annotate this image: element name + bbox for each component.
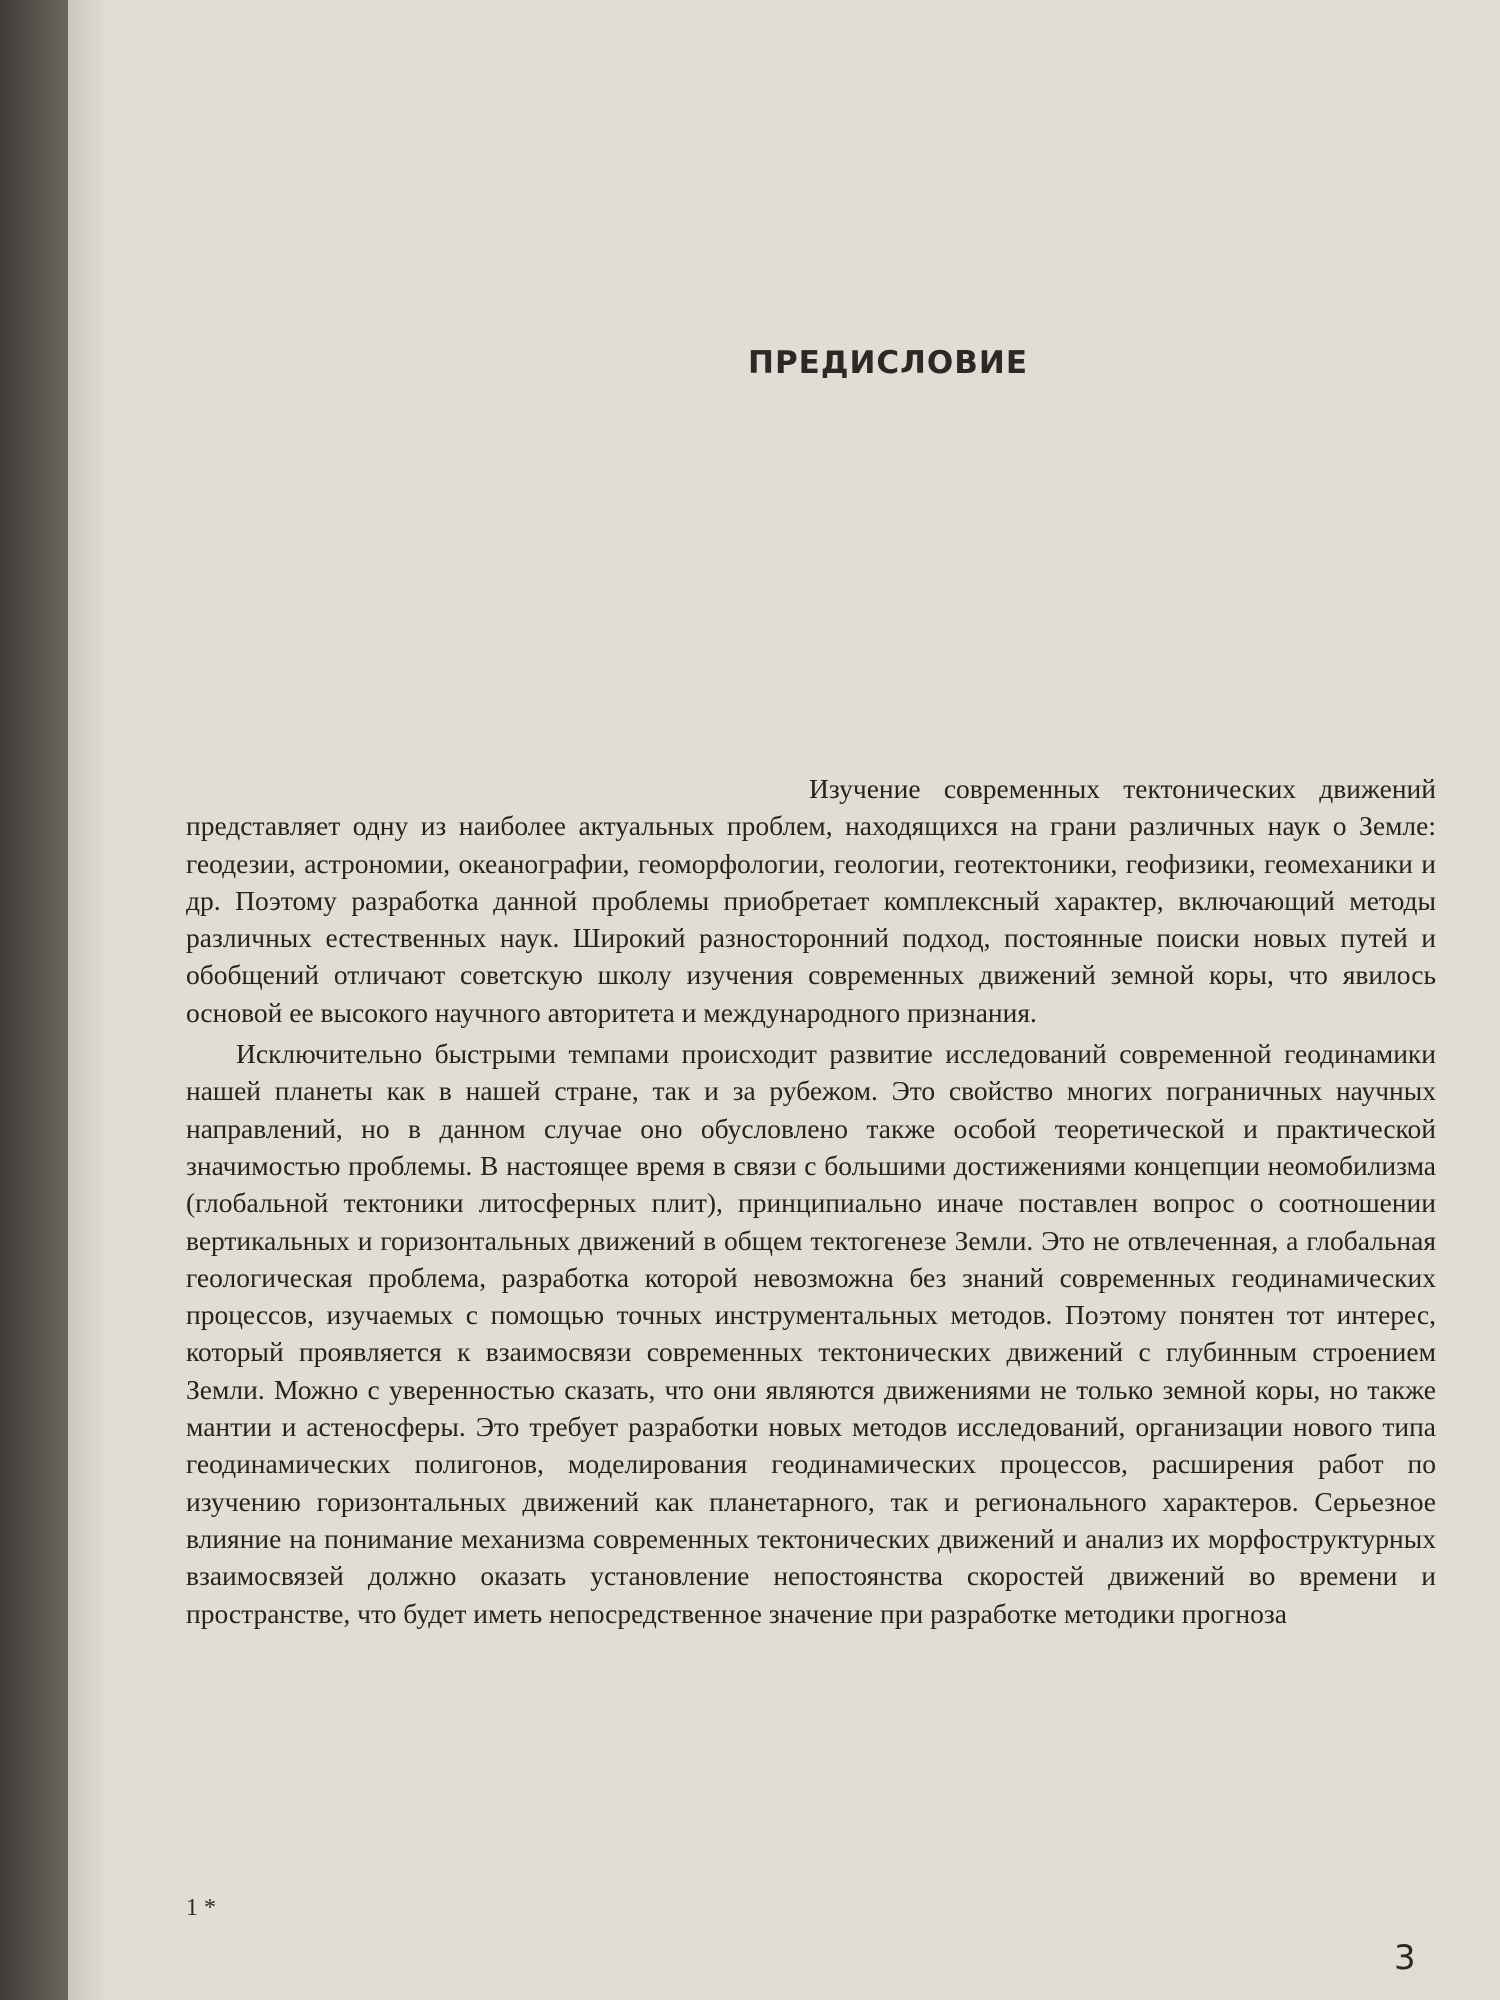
signature-mark: 1 *: [186, 1895, 216, 1921]
page-heading: ПРЕДИСЛОВИЕ: [748, 345, 1028, 381]
body-text: [186, 770, 1436, 1632]
binding-shadow: [0, 0, 68, 2000]
paragraph-2: Исключительно быстрыми темпами происходит развитие исследований современной геодинамики нашей планеты как в нашей стране, так и за рубежом. Это свойство многих пограничных научных направлений, но в данном случае оно обусловлено также особой теоретической и практической значимостью проблемы. В настоящее время в связи с большими достижениями концепции неомобилизма (глобальной тектоники литосферных плит), принципиально иначе поставлен вопрос о соотношении вертикальных и горизонтальных движений в общем тектогенезе Земли. Это не отвлеченная, а глобальная геологическая проблема, разработка которой невозможна без знаний современных геодинамических процессов, изучаемых с помощью точных инструментальных методов. Поэтому понятен тот интерес, который проявляется к взаимосвязи современных тектонических движений с глубинным строением Земли. Можно с уверенностью сказать, что они являются движениями не только земной коры, но также мантии и астеносферы. Это требует разработки новых методов исследований, организации нового типа геодинамических полигонов, моделирования геодинамических процессов, расширения работ по изучению горизонтальных движений как планетарного, так и регионального характеров. Серьезное влияние на понимание механизма современных тектонических движений и анализ их морфоструктурных взаимосвязей должно оказать установление непостоянства скоростей движений во времени и пространстве, что будет иметь непосредственное значение при разработке методики прогноза: [186, 1038, 1436, 1629]
page-number: 3: [1394, 1938, 1416, 1978]
paragraph-1: Изучение современных тектонических движений представляет одну из наиболее актуальных проблем, находящихся на грани различных наук о Земле: геодезии, астрономии, океанографии, геоморфологии, геологии, геотектоники, геофизики, геомеханики и др. Поэтому разработка данной проблемы приобретает комплексный характер, включающий методы различных естественных наук. Широкий разносторонний подход, постоянные поиски новых путей и обобщений отличают советскую школу изучения современных движений земной коры, что явилось основой ее высокого научного авторитета и международного признания.: [186, 773, 1436, 1028]
book-page: [68, 0, 1500, 2000]
